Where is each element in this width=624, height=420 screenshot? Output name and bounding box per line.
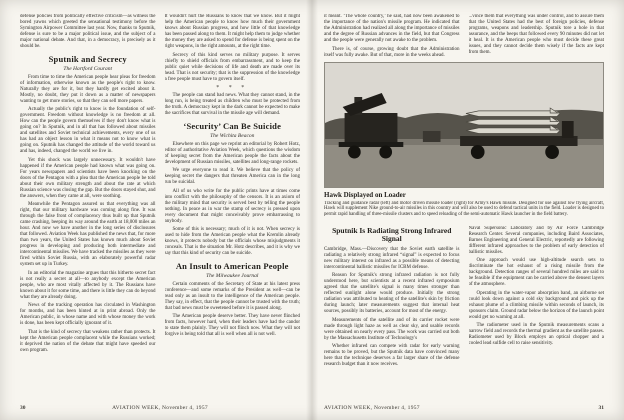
right-page-top-columns [324, 14, 604, 60]
photo-caption-title: Hawk Displayed on Loader [324, 191, 406, 199]
continuation-paragraph: defense policies from politically effective criticism—as witness the bored yawns which greeted the sensational testimony before the Symington Airpower Committee last year. Now, thanks to Sputnik, defense is sure to be a major political issue, and the subject of a major national debate. And that, in a democracy, is precisely as it should be. [20, 14, 156, 49]
support-vehicle-silhouette [423, 131, 441, 142]
paragraph: We urge everyone to read it. We believe that the policy of keeping secret the dangers that threaten America can in the long run be suicidal. [164, 168, 300, 185]
paragraph: All of us who write for the public prints have at times come into conflict with the philosophy of the censors. It is an axiom of the military mind that security is served best by telling the people nothing. In peace as in war the stamp of secrecy is pressed upon every document that might conceivably prove embarrassing to anybody. [164, 188, 300, 224]
page-number: 30 [20, 405, 26, 411]
paragraph: Elsewhere on this page we reprint an editorial by Robert Hotz, editor of authoritative Aviation Week, which questions the wisdom of keeping secret from the American people the facts about the development of Russian missiles, satellites and long-range rockets. [164, 141, 300, 165]
asterisk-separator: * * * [216, 85, 249, 91]
right-bottom-column-1 [324, 226, 460, 392]
paragraph: Certain comments of the Secretary of State at his latest press conference—and some remarks of the President as well—can be read only as an insult to the intelligence of the American people. They say, in effect, that the people cannot be trusted with the truth; that bad news must be sweetened before it is passed along. [164, 281, 300, 311]
right-page [312, 0, 624, 420]
paragraph: There is, of course, growing doubt that the Administration itself was fully awake. But of that, more in the weeks ahead. [324, 46, 460, 58]
paragraph: Reason for Sputnik's strong infrared radiation is not fully understood here, but scientists at a recent infrared symposium agreed that the satellite's signal is many times stronger than reflected sunlight alone would produce. Initially the strong radiation was attributed to heating of the satellite's skin by friction during launch; later measurements suggest that internal heat sources, possibly its batteries, account for most of the energy. [324, 273, 460, 314]
right-bottom-column-2 [469, 226, 605, 392]
continuation-paragraph: Naval Supersonic Laboratory and by Air Force Cambridge Research Center. Several companies, including Baird Associates, Barnes Engineering and General Electric, reportedly are following different infrared approaches to the problem of early detection of ballistic missiles. [468, 225, 604, 255]
paragraph: Actually the public's right to know is the foundation of self-government. Freedom without knowledge is no freedom at all. How can the people govern themselves if they don't know what is going on? In Sputnik, and in all that has followed about missiles and satellites and Soviet technical achievements, every one of us has had an object lesson in what it means not to know what is going on. Sputnik has changed the attitude of the world toward us and has, indeed, changed the world we live in. [20, 107, 156, 154]
photo-caption-text: Tracking and guidance radar (left) and motor driven missile loader (right) for Army's Hawk missile. Designed for use against low flying aircraft, Hawk will supplement Nike ground-to-air missiles in this country and will also be used to defend tactical units in the field. Loader is designed to permit rapid handling of three-missile clusters and to speed reloading of the semi-automatic Hawk launcher in the field battery. [324, 200, 604, 217]
magazine-title-footer: AVIATION WEEK, November 4, 1957 [324, 405, 420, 411]
paragraph: The radiometer used in the Sputnik measurements scans a narrow field and records the thermal gradient as the satellite passes. Radiometer used by Block employs an optical chopper and a cooled lead sulfide cell to raise sensitivity. [468, 323, 604, 346]
right-top-column-2 [469, 14, 605, 60]
paragraph: Whether infrared can compete with radar for early warning remains to be proved, but the Sputnik data have convinced many here that the technique deserves a far larger share of the defense research budget than it now receives. [324, 344, 460, 367]
article-heading-infrared-signal: Sputnik Is Radiating Strong Infrared Signal [332, 225, 452, 243]
right-top-column-1 [324, 14, 460, 60]
paragraph: News of the tracking operation has circulated in Washington for months, and has been hinted at in print abroad. Only the American public, in whose name and with whose money the work is done, has been kept officially ignorant of it. [20, 303, 156, 326]
hawk-missiles [466, 108, 560, 134]
editorial-heading-security-can-be-suicide: ‘Security’ Can Be Suicide [183, 121, 282, 131]
magazine-title-footer: AVIATION WEEK, November 4, 1957 [112, 405, 208, 411]
editorial-source-wichita-beacon: The Wichita Beacon [210, 132, 255, 139]
editorial-source-hartford-courant: The Hartford Courant [63, 65, 113, 72]
paragraph: Secrecy of this kind serves no military purpose. It serves chiefly to shield officials from embarrassment, and to keep the public quiet while decisions of life and death are made over its head. That is not security; that is the suppression of the knowledge a free people must have to govern itself. [164, 52, 300, 82]
right-page-bottom-columns [324, 226, 604, 392]
paragraph: Measurements of the satellite and of its carrier rocket were made through light haze as well as clear sky, and usable records were obtained on nearly every pass. The work was carried out both by the Massachusetts Institute of Technology's [324, 317, 460, 341]
paragraph: That is the kind of secrecy that weakens rather than protects. It kept the American people complacent while the Russians worked; it deprived the nation of the debate that might have speeded our own program. [20, 329, 156, 353]
paragraph: In an editorial the magazine argues that this hitherto secret fact is not really a secret at all—to anybody except the American people, who are most vitally affected by it. The Russians have known about it for some time, and there is little they can do beyond what they are already doing. [20, 270, 156, 300]
hawk-photo-frame [324, 62, 604, 188]
paragraph: The people can stand bad news. What they cannot stand, in the long run, is being treated as children who must be protected from the truth. A democracy kept in the dark cannot be expected to make the sacrifices that survival in the missile age will demand. [164, 93, 300, 116]
continuation-paragraph: ...vince them that everything was under control, and to assure them that the United States had the best of foreign policies, defense programs, weapons and leadership. Sputnik tore a hole in that assurance, and the beeps that followed every 90 minutes did not let it heal. It is the American people who must decide these great issues, and they cannot decide them wisely if the facts are kept from them. [468, 14, 604, 55]
left-page-columns [20, 14, 300, 398]
left-column-2 [165, 14, 301, 398]
paragraph: Operating in the water-vapor absorption band, an airborne set could look down against a cold sky background and pick up the exhaust plume of a climbing missile within seconds of launch, its sponsors claim. Ground radar below the horizon of the launch point would get no warning at all. [468, 290, 604, 320]
page-number: 31 [598, 405, 604, 411]
paragraph: One approach would use high-altitude search sets to discriminate the hot exhaust of a rising missile from the background. Detection ranges of several hundred miles are said to be feasible if the equipment can be carried above the densest layers of the atmosphere. [468, 258, 604, 287]
paragraph: Meanwhile the Pentagon assured us that everything was all right, that our military hardware was coming along fine. It was through the false front of complacency thus built up that Sputnik came crashing, beeping its way around the earth at 18,000 miles an hour. And now we have another in the long series of disclosures that followed. Aviation Week has published the news that, for more than two years, the United States has known much about Soviet progress in developing and producing both intermediate and intercontinental missiles. We have tracked the missiles as they were fired within Soviet Russia, with an elaborately powerful radar system set up in Turkey. [20, 202, 156, 267]
left-page-footer [20, 405, 300, 413]
paragraph: From time to time the American people hear pleas for freedom of information, otherwise known as the people's right to know. Naturally they are for it, but they hardly get excited about it. Mostly, no doubt, they put it down as a matter of newspapers wanting to get more stories, so that they can sell more papers. [20, 74, 156, 104]
paragraph: Some of this is necessary; much of it is not. When secrecy is used to hide from the American people what the Kremlin already knows, it protects nobody but the officials whose misjudgments it conceals. That is the situation Mr. Hotz describes, and it is why we say that this kind of security can be suicide. [164, 227, 300, 256]
paragraph: Yet this shock was largely unnecessary. It wouldn't have happened if the American people had known what was going on. For years newspapers and scientists have been knocking on the doors of the Pentagon with a plea that the American people be told about their own military strength and about the rate at which Russian science was closing the gap. But the doors stayed shut, and the answers, when they came at all, were soothing. [20, 157, 156, 199]
paragraph: Cambridge, Mass.—Discovery that the Soviet earth satellite is radiating a relatively strong infrared “signal” is expected to focus new military interest on infrared as a possible means of detecting intercontinental ballistic missiles for ICBM defense. [324, 246, 460, 270]
continuation-paragraph: It wouldn't hurt the Russians to know that we know. But it might help the American people to know how much their government knows about Russian progress, and how little of that knowledge has been passed along to them. It might help them to judge whether the money they are asked to spend for defense is being spent on the right weapons, in the right amounts, at the right time. [164, 14, 300, 49]
editorial-heading-sputnik-and-secrecy: Sputnik and Secrecy [48, 54, 127, 64]
editorial-heading-insult-to-american-people: An Insult to American People [175, 261, 289, 271]
continuation-paragraph: it meant. ‘The whole country,’ he said, had now been awakened to the importance of the nation's missile program. He indicated that the Administration had realized all along the importance of missiles and the degree of Russian advances in the field, but that Congress and the people were generally not awake to the problem. [324, 14, 460, 43]
left-column-1 [20, 14, 156, 398]
right-page-footer [324, 405, 604, 413]
paragraph: The American people deserve better. They have never flinched from facts, however hard, when their leaders have had the candor to state them plainly. They will not flinch now. What they will not forgive is being told that all is well when all is not well. [164, 314, 300, 337]
hawk-missile-photo [325, 63, 603, 187]
editorial-source-milwaukee-journal: The Milwaukee Journal [206, 272, 259, 279]
